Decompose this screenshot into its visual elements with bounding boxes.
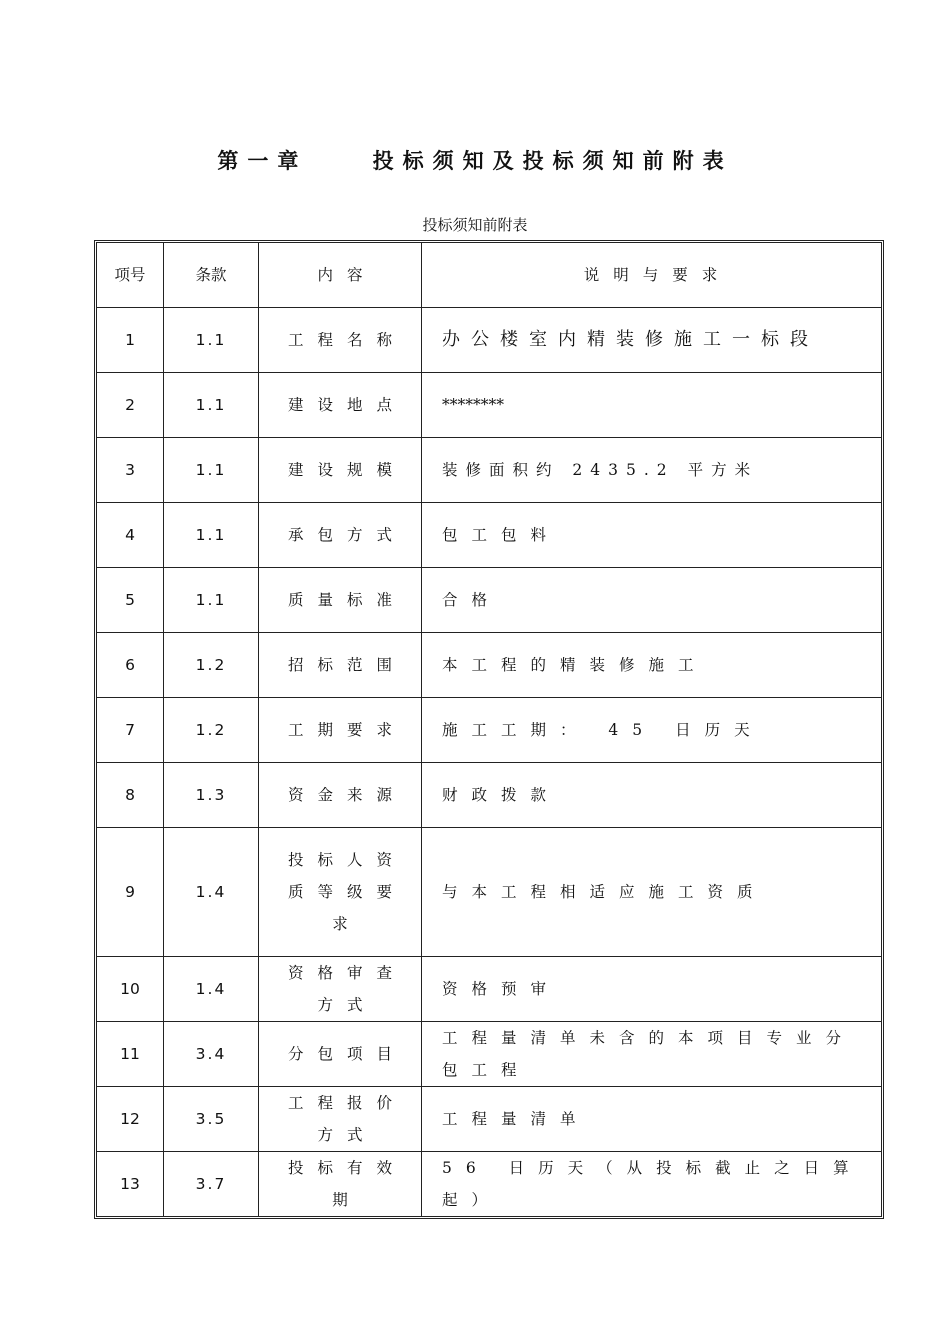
row-content: 分包项目 (259, 1022, 422, 1087)
row-description: 与本工程相适应施工资质 (422, 828, 882, 957)
table-row (97, 503, 882, 568)
row-clause: 1.1 (164, 308, 259, 373)
row-content: 建设规模 (259, 438, 422, 503)
bid-notice-table (96, 242, 882, 1217)
row-no: 7 (97, 698, 164, 763)
row-clause: 3.5 (164, 1087, 259, 1152)
row-no: 12 (97, 1087, 164, 1152)
table-row (97, 438, 882, 503)
row-no: 3 (97, 438, 164, 503)
row-description: 工程量清单未含的本项目专业分包工程 (422, 1022, 882, 1087)
chapter-title: 第一章 投标须知及投标须知前附表 (217, 149, 733, 173)
row-clause: 1.4 (164, 828, 259, 957)
row-clause: 3.7 (164, 1152, 259, 1217)
table-row (97, 957, 882, 1022)
row-content: 资金来源 (259, 763, 422, 828)
bid-notice-table-frame (94, 240, 884, 1219)
row-description: 财政拨款 (422, 763, 882, 828)
row-clause: 1.4 (164, 957, 259, 1022)
row-no: 4 (97, 503, 164, 568)
row-clause: 3.4 (164, 1022, 259, 1087)
header-item-no: 项号 (97, 243, 164, 308)
row-content: 工期要求 (259, 698, 422, 763)
table-row (97, 1152, 882, 1217)
table-header-row (97, 243, 882, 308)
row-description: 施工工期： 45 日历天 (422, 698, 882, 763)
row-clause: 1.1 (164, 373, 259, 438)
row-description: ******** (422, 373, 882, 438)
row-no: 1 (97, 308, 164, 373)
row-no: 8 (97, 763, 164, 828)
row-content: 投标有效期 (259, 1152, 422, 1217)
row-description: 包工包料 (422, 503, 882, 568)
row-no: 13 (97, 1152, 164, 1217)
table-row (97, 308, 882, 373)
row-description: 合格 (422, 568, 882, 633)
row-no: 10 (97, 957, 164, 1022)
row-content: 资格审查方式 (259, 957, 422, 1022)
row-no: 11 (97, 1022, 164, 1087)
row-description: 办公楼室内精装修施工一标段 (422, 308, 882, 373)
row-no: 9 (97, 828, 164, 957)
row-description: 56 日历天（从投标截止之日算起） (422, 1152, 882, 1217)
row-no: 6 (97, 633, 164, 698)
table-row (97, 373, 882, 438)
row-content: 工程名称 (259, 308, 422, 373)
row-description: 资格预审 (422, 957, 882, 1022)
header-description: 说明与要求 (422, 243, 882, 308)
row-content: 投标人资质等级要求 (259, 828, 422, 957)
table-row (97, 568, 882, 633)
table-row (97, 1022, 882, 1087)
row-clause: 1.1 (164, 568, 259, 633)
table-row (97, 633, 882, 698)
row-description: 本工程的精装修施工 (422, 633, 882, 698)
row-clause: 1.1 (164, 438, 259, 503)
row-no: 5 (97, 568, 164, 633)
row-clause: 1.3 (164, 763, 259, 828)
row-content: 承包方式 (259, 503, 422, 568)
header-clause: 条款 (164, 243, 259, 308)
row-clause: 1.2 (164, 633, 259, 698)
row-content: 质量标准 (259, 568, 422, 633)
table-row (97, 763, 882, 828)
row-clause: 1.2 (164, 698, 259, 763)
row-description: 工程量清单 (422, 1087, 882, 1152)
table-caption: 投标须知前附表 (422, 216, 528, 234)
row-description: 装修面积约 2435.2 平方米 (422, 438, 882, 503)
row-content: 招标范围 (259, 633, 422, 698)
row-clause: 1.1 (164, 503, 259, 568)
row-content: 工程报价方式 (259, 1087, 422, 1152)
table-row (97, 1087, 882, 1152)
row-no: 2 (97, 373, 164, 438)
table-row (97, 698, 882, 763)
header-content: 内容 (259, 243, 422, 308)
row-content: 建设地点 (259, 373, 422, 438)
table-row (97, 828, 882, 957)
